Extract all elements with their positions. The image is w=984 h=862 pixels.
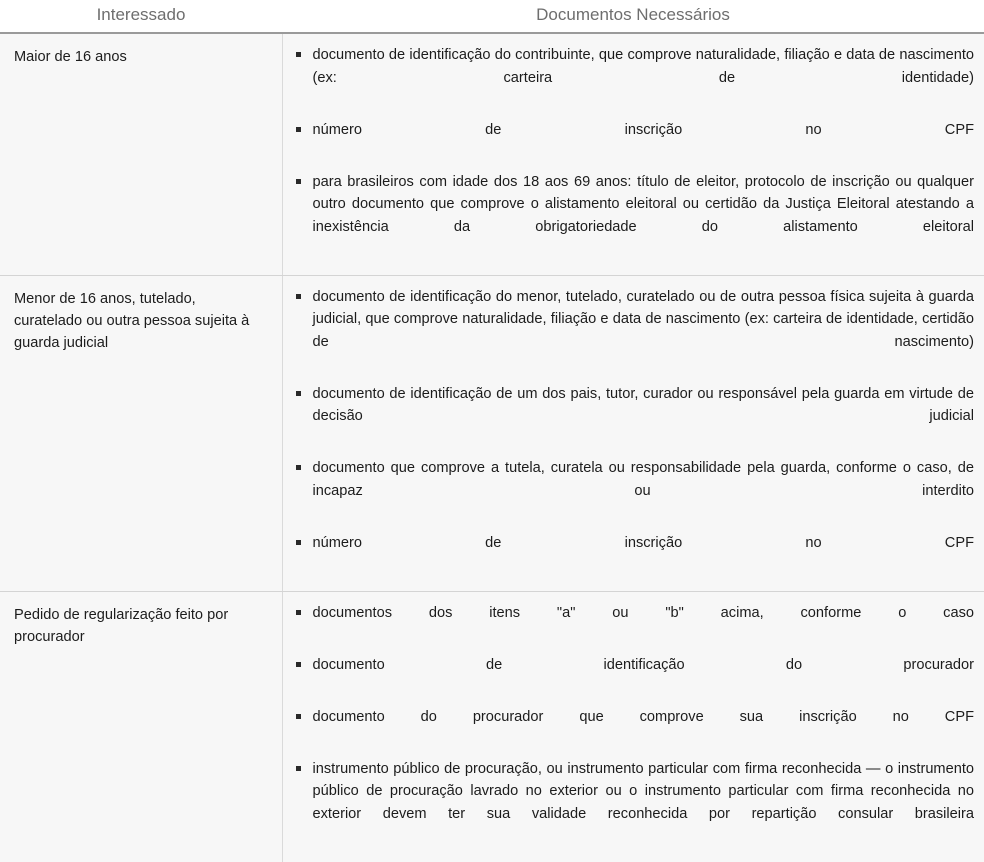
- table-row: [0, 33, 984, 275]
- documents-list: [283, 44, 975, 261]
- cell-interested: Maior de 16 anos: [0, 33, 282, 275]
- list-item-text: número de inscrição no CPF: [312, 534, 974, 551]
- documents-list: [283, 286, 975, 577]
- list-item: [283, 602, 975, 647]
- list-item-text: documento que comprove a tutela, curatela ou responsabilidade pela guarda, conforme o caso, de incapaz ou interdito: [312, 460, 974, 499]
- list-item-text: documento de identificação de um dos pais, tutor, curador ou responsável pela guarda em virtude de decisão judicial: [312, 385, 974, 424]
- list-item-text: instrumento público de procuração, ou instrumento particular com firma reconhecida — o instrumento público de procuração lavrado no exterior ou o instrumento particular com firma reconhecida no exterior devem ter sua validade reconhecida por repartição consular brasileira: [312, 760, 974, 822]
- list-item: [283, 532, 975, 577]
- list-item: [283, 383, 975, 451]
- bullet-square-icon: [296, 391, 301, 396]
- list-item-text: documento de identificação do menor, tutelado, curatelado ou de outra pessoa física sujeita à guarda judicial, que comprove naturalidade, filiação e data de nascimento (ex: carteira de identidade, certidão de nascimento): [312, 288, 974, 350]
- bullet-square-icon: [296, 662, 301, 667]
- column-header-documents: Documentos Necessários: [282, 0, 984, 33]
- table-row: [0, 275, 984, 591]
- list-item: [283, 758, 975, 848]
- list-item-text: documentos dos itens "a" ou "b" acima, conforme o caso: [312, 604, 974, 621]
- bullet-square-icon: [296, 179, 301, 184]
- cell-documents: [282, 33, 984, 275]
- bullet-square-icon: [296, 127, 301, 132]
- bullet-square-icon: [296, 52, 301, 57]
- list-item-text: documento do procurador que comprove sua inscrição no CPF: [312, 708, 974, 725]
- list-item-text: documento de identificação do procurador: [312, 656, 974, 673]
- list-item-text: documento de identificação do contribuinte, que comprove naturalidade, filiação e data de nascimento (ex: carteira de identidade): [312, 47, 974, 86]
- bullet-square-icon: [296, 294, 301, 299]
- documents-list: [283, 602, 975, 848]
- list-item: [283, 286, 975, 376]
- bullet-square-icon: [296, 540, 301, 545]
- list-item: [283, 457, 975, 525]
- bullet-square-icon: [296, 714, 301, 719]
- bullet-square-icon: [296, 610, 301, 615]
- cell-documents: [282, 591, 984, 862]
- column-header-interested: Interessado: [0, 0, 282, 33]
- list-item: [283, 706, 975, 751]
- table-header: [0, 0, 984, 33]
- list-item-text: número de inscrição no CPF: [312, 121, 974, 138]
- table-body: [0, 33, 984, 862]
- list-item: [283, 119, 975, 164]
- list-item-text: para brasileiros com idade dos 18 aos 69 anos: título de eleitor, protocolo de inscrição ou qualquer outro documento que comprove o alistamento eleitoral ou certidão da Justiça Eleitoral atestando a inexistência da obrigatoriedade do alistamento eleitoral: [312, 173, 974, 235]
- list-item: [283, 44, 975, 112]
- list-item: [283, 171, 975, 261]
- cell-documents: [282, 275, 984, 591]
- cell-interested: Pedido de regularização feito por procurador: [0, 591, 282, 862]
- table-row: [0, 591, 984, 862]
- cell-interested: Menor de 16 anos, tutelado, curatelado ou outra pessoa sujeita à guarda judicial: [0, 275, 282, 591]
- list-item: [283, 654, 975, 699]
- table-header-row: [0, 0, 984, 33]
- bullet-square-icon: [296, 465, 301, 470]
- bullet-square-icon: [296, 766, 301, 771]
